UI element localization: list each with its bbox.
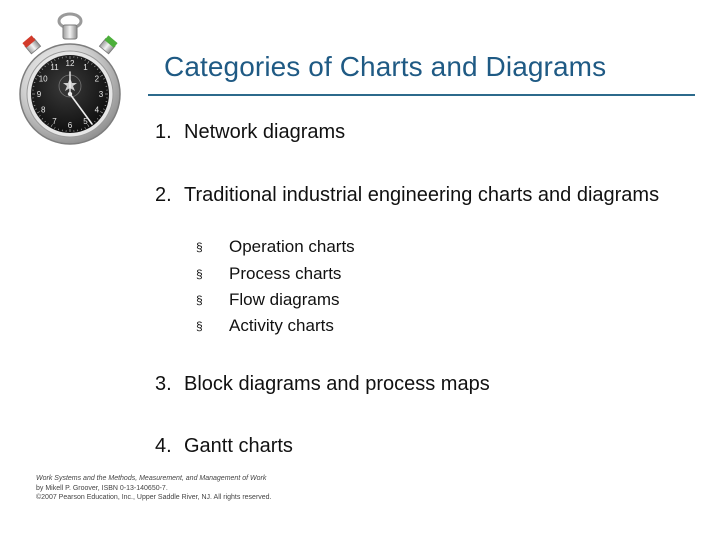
- sub-list-item-text: Operation charts: [229, 237, 355, 256]
- bullet-icon: §: [196, 267, 203, 281]
- stopwatch-number: 4: [94, 105, 100, 115]
- title-divider: [148, 94, 695, 96]
- sub-list-item-operation-charts: [196, 237, 456, 259]
- stopwatch-number: 9: [36, 90, 42, 99]
- stopwatch-number: 11: [50, 63, 59, 73]
- stopwatch-crown: [63, 25, 77, 39]
- stopwatch-icon: [18, 12, 142, 152]
- stopwatch-number: 10: [38, 74, 48, 84]
- sub-list: [196, 237, 456, 343]
- stopwatch-number: 7: [52, 116, 57, 126]
- list-item-number: 4.: [155, 435, 172, 457]
- list-item-text: Network diagrams: [184, 121, 346, 143]
- sub-list-item-activity-charts: [196, 316, 456, 338]
- sub-list-item-text: Activity charts: [229, 316, 334, 335]
- list-item-number: 3.: [155, 373, 172, 395]
- list-item-text: Gantt charts: [184, 435, 293, 457]
- bullet-icon: §: [196, 293, 203, 307]
- list-item-block-diagrams: [155, 372, 675, 398]
- sub-list-item-text: Flow diagrams: [229, 290, 340, 309]
- sub-list-item-flow-diagrams: [196, 290, 456, 312]
- footer-author: by Mikell P. Groover, ISBN 0-13-140650-7.: [36, 484, 168, 492]
- stopwatch-number: 3: [98, 90, 104, 99]
- list-item-text: Traditional industrial engineering charts and diagrams: [184, 184, 660, 206]
- list-item-gantt-charts: [155, 434, 675, 460]
- stopwatch-number: 5: [83, 116, 88, 126]
- list-item-number: 2.: [155, 184, 172, 206]
- footer-credits: [36, 474, 356, 503]
- stopwatch-number: 8: [40, 105, 46, 115]
- stopwatch-number: 6: [67, 121, 73, 130]
- stopwatch-number: 2: [94, 74, 100, 84]
- stopwatch-button-left: [22, 35, 40, 53]
- list-item-number: 1.: [155, 121, 172, 143]
- stopwatch-number: 1: [83, 63, 88, 73]
- footer-book-title: Work Systems and the Methods, Measurement, and Management of Work: [36, 475, 267, 482]
- slide-title: Categories of Charts and Diagrams: [164, 51, 607, 82]
- stopwatch-button-right: [99, 35, 117, 53]
- bullet-icon: §: [196, 319, 203, 333]
- list-item-text: Block diagrams and process maps: [184, 373, 490, 395]
- list-item-traditional-charts: [155, 183, 677, 235]
- bullet-icon: §: [196, 240, 203, 254]
- sub-list-item-text: Process charts: [229, 264, 342, 283]
- stopwatch-number: 12: [65, 59, 75, 68]
- list-item-network-diagrams: [155, 120, 675, 146]
- footer-copyright: ©2007 Pearson Education, Inc., Upper Saddle River, NJ. All rights reserved.: [36, 494, 272, 501]
- sub-list-item-process-charts: [196, 264, 456, 286]
